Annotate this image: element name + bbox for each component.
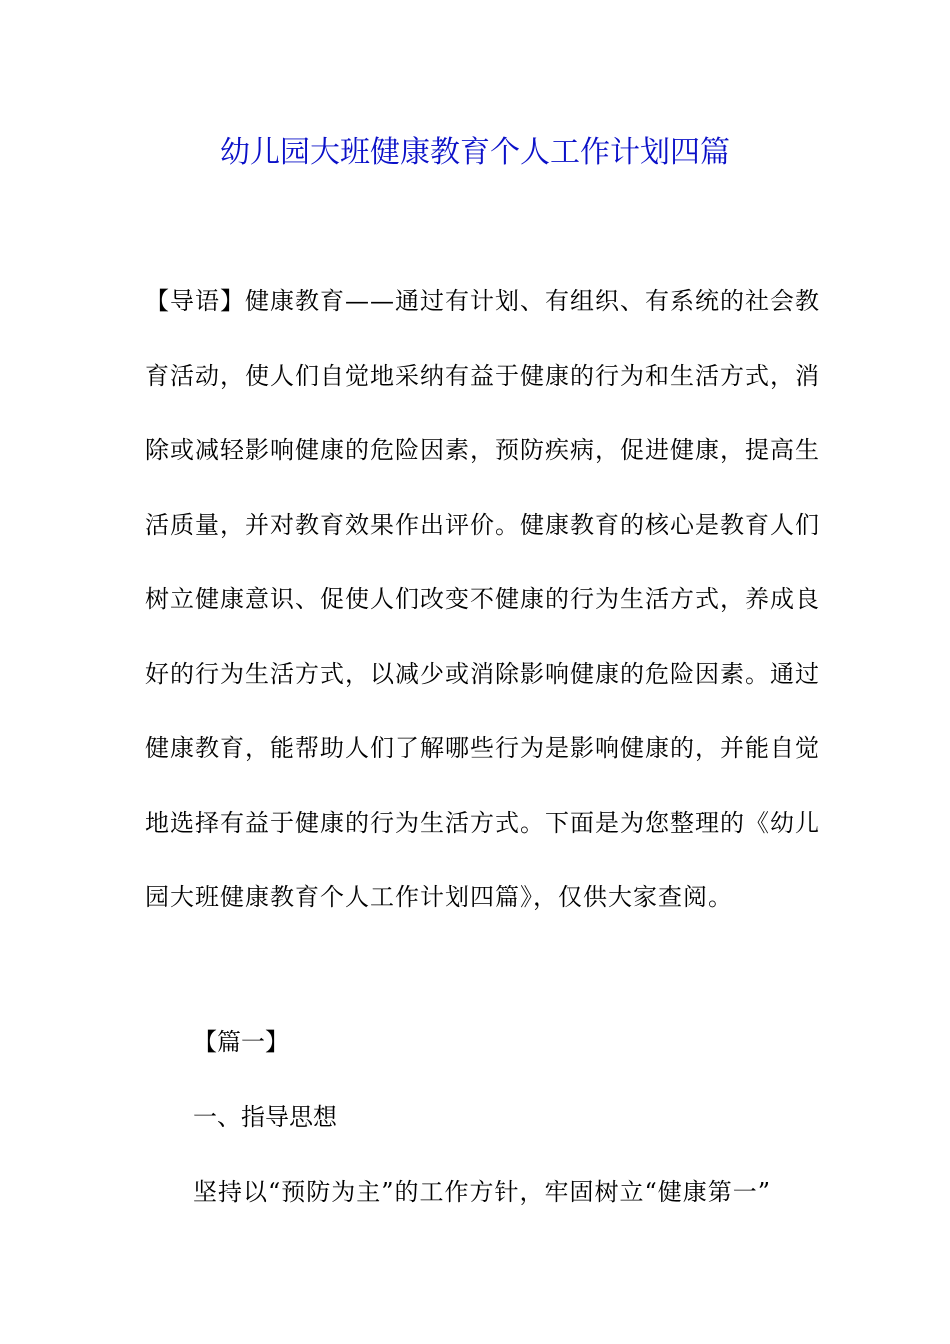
intro-line: 好的行为生活方式，以减少或消除影响健康的危险因素。通过 — [145, 659, 820, 688]
intro-line: 【导语】健康教育——通过有计划、有组织、有系统的社会教 — [145, 287, 820, 315]
intro-line: 除或减轻影响健康的危险因素，预防疾病，促进健康，提高生 — [145, 436, 820, 464]
intro-line: 树立健康意识、促使人们改变不健康的行为生活方式，养成良 — [145, 585, 820, 613]
intro-line: 育活动，使人们自觉地采纳有益于健康的行为和生活方式，消 — [145, 361, 820, 390]
section-heading: 【篇一】 — [193, 1028, 289, 1056]
intro-paragraph — [145, 279, 820, 950]
intro-line: 活质量，并对教育效果作出评价。健康教育的核心是教育人们 — [145, 510, 820, 539]
intro-line: 健康教育，能帮助人们了解哪些行为是影响健康的，并能自觉 — [145, 734, 820, 762]
subsection-heading: 一、指导思想 — [193, 1103, 337, 1131]
intro-line: 园大班健康教育个人工作计划四篇》，仅供大家查阅。 — [145, 883, 733, 911]
document-title: 幼儿园大班健康教育个人工作计划四篇 — [220, 135, 730, 170]
intro-line: 地选择有益于健康的行为生活方式。下面是为您整理的《幼儿 — [145, 808, 820, 837]
body-paragraph-line: 坚持以“预防为主”的工作方针，牢固树立“健康第一” — [193, 1178, 772, 1206]
